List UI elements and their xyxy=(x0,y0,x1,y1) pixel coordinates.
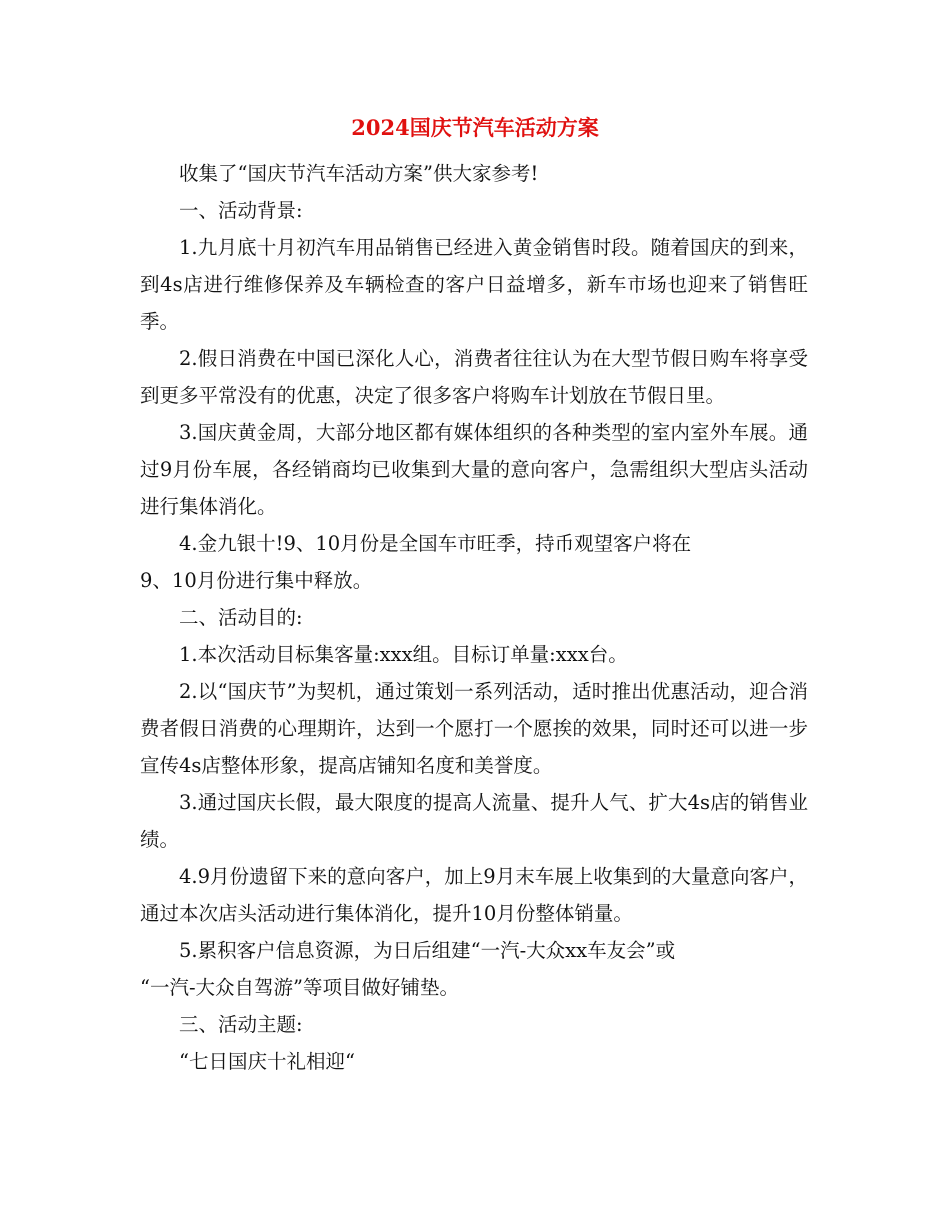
background-item-2: 2.假日消费在中国已深化人心，消费者往往认为在大型节假日购车将享受到更多平常没有的优惠，决定了很多客户将购车计划放在节假日里。 xyxy=(140,347,808,407)
intro-paragraph: 收集了“国庆节汽车活动方案”供大家参考! xyxy=(179,162,539,185)
section-heading-purpose: 二、活动目的: xyxy=(179,606,303,629)
purpose-item-4: 4.9月份遗留下来的意向客户，加上9月末车展上收集到的大量意向客户，通过本次店头活动进行集体消化，提升10月份整体销量。 xyxy=(140,865,808,925)
background-item-4: 4.金九银十!9、10月份是全国车市旺季，持币观望客户将在 9、10月份进行集中释放。 xyxy=(140,532,692,592)
section-heading-background: 一、活动背景: xyxy=(179,199,303,222)
purpose-item-3: 3.通过国庆长假，最大限度的提高人流量、提升人气、扩大4s店的销售业绩。 xyxy=(140,791,808,851)
document-body xyxy=(140,155,808,1080)
document-title: 2024国庆节汽车活动方案 xyxy=(351,115,599,140)
background-item-1: 1.九月底十月初汽车用品销售已经进入黄金销售时段。随着国庆的到来，到4s店进行维修保养及车辆检查的客户日益增多，新车市场也迎来了销售旺季。 xyxy=(140,236,808,333)
purpose-item-5: 5.累积客户信息资源，为日后组建“一汽-大众xx车友会”或 “一汽-大众自驾游”等项目做好铺垫。 xyxy=(140,939,676,999)
section-heading-theme: 三、活动主题: xyxy=(179,1013,303,1036)
background-item-3: 3.国庆黄金周，大部分地区都有媒体组织的各种类型的室内室外车展。通过9月份车展，各经销商均已收集到大量的意向客户，急需组织大型店头活动进行集体消化。 xyxy=(140,421,808,518)
theme-slogan: “七日国庆十礼相迎“ xyxy=(179,1050,355,1073)
purpose-item-2: 2.以“国庆节”为契机，通过策划一系列活动，适时推出优惠活动，迎合消费者假日消费的心理期许，达到一个愿打一个愿挨的效果，同时还可以进一步宣传4s店整体形象，提高店铺知名度和美誉度。 xyxy=(140,680,808,777)
purpose-item-1: 1.本次活动目标集客量:xxx组。目标订单量:xxx台。 xyxy=(179,643,628,666)
